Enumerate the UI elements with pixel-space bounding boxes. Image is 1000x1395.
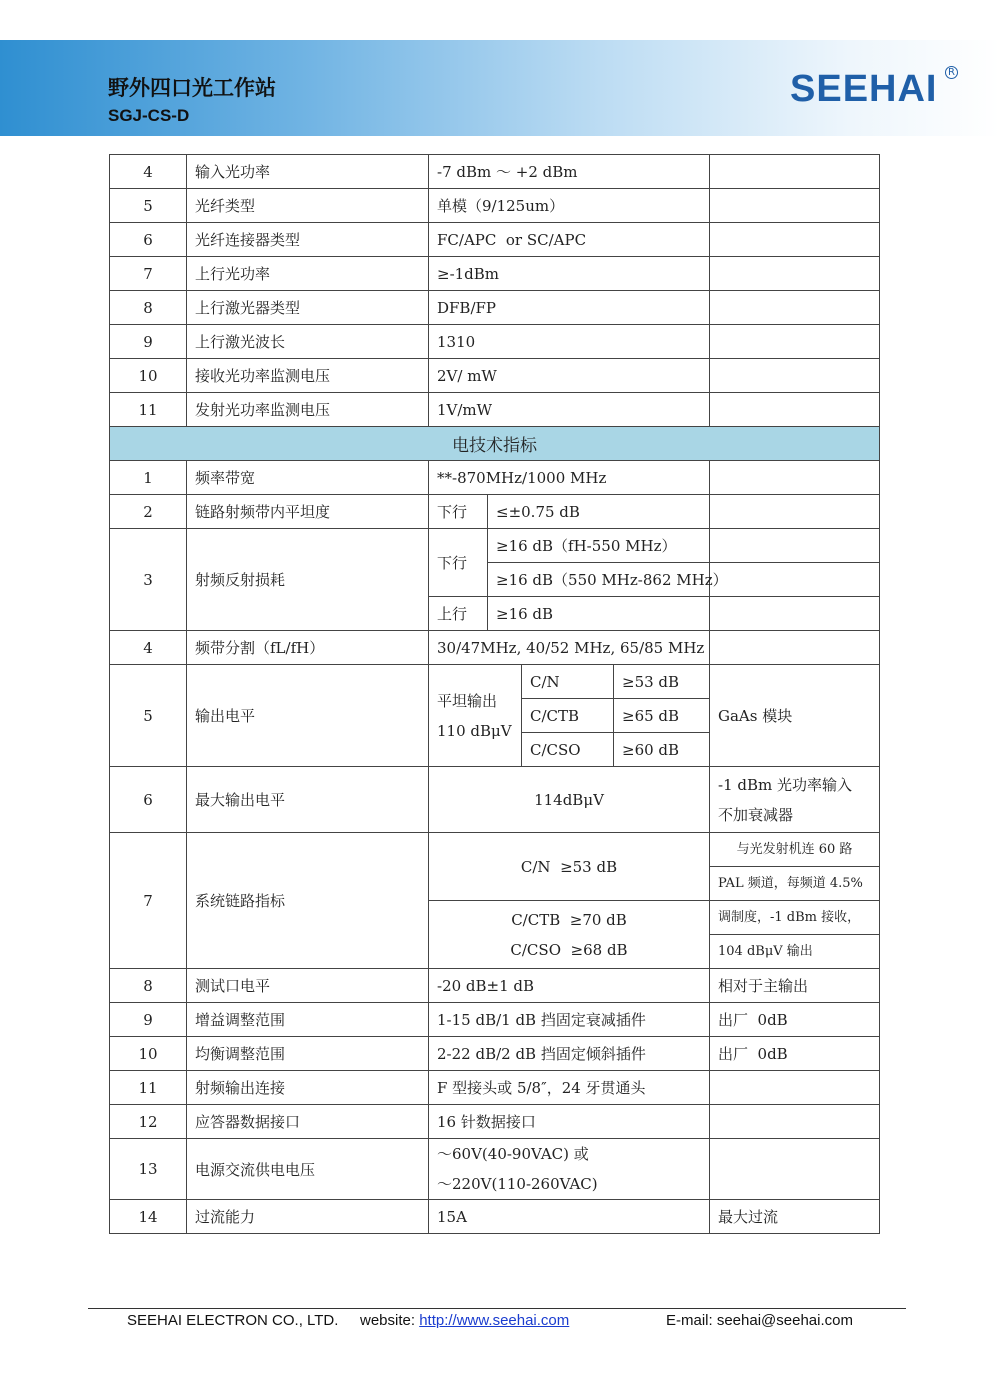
model-number: SGJ-CS-D	[108, 106, 190, 125]
item-name: 光纤类型	[187, 189, 429, 223]
table-row	[110, 257, 880, 291]
row-number: 4	[110, 631, 187, 665]
item-note: 104 dBμV 输出	[710, 935, 880, 969]
row-number: 14	[110, 1200, 187, 1234]
item-note	[710, 291, 880, 325]
item-value: -20 dB±1 dB	[429, 969, 710, 1003]
output-condition-label: 平坦输出	[437, 691, 498, 710]
item-value: DFB/FP	[429, 291, 710, 325]
row-number: 9	[110, 325, 187, 359]
row-number: 12	[110, 1105, 187, 1139]
item-name: 应答器数据接口	[187, 1105, 429, 1139]
item-value: 2-22 dB/2 dB 挡固定倾斜插件	[429, 1037, 710, 1071]
table-row	[110, 1105, 880, 1139]
row-number: 3	[110, 529, 187, 631]
item-note: 相对于主输出	[710, 969, 880, 1003]
item-value: 30/47MHz, 40/52 MHz, 65/85 MHz	[429, 631, 710, 665]
item-note	[710, 529, 880, 563]
item-note	[710, 1105, 880, 1139]
footer-company: SEEHAI ELECTRON CO., LTD.	[127, 1312, 339, 1329]
item-note: PAL 频道，每频道 4.5%	[710, 867, 880, 901]
item-name: 射频反射损耗	[187, 529, 429, 631]
item-value: FC/APC or SC/APC	[429, 223, 710, 257]
item-note	[710, 1071, 880, 1105]
item-note	[710, 155, 880, 189]
item-name: 光纤连接器类型	[187, 223, 429, 257]
table-row	[110, 529, 880, 563]
param-value: ≥53 dB	[614, 665, 710, 699]
item-name: 接收光功率监测电压	[187, 359, 429, 393]
row-number: 7	[110, 257, 187, 291]
item-name: 测试口电平	[187, 969, 429, 1003]
item-note	[710, 597, 880, 631]
table-row	[110, 393, 880, 427]
item-note	[710, 325, 880, 359]
item-name: 电源交流供电电压	[187, 1139, 429, 1200]
row-number: 10	[110, 1037, 187, 1071]
item-note: 最大过流	[710, 1200, 880, 1234]
table-row	[110, 495, 880, 529]
table-row	[110, 833, 880, 867]
item-value: 114dBμV	[429, 767, 710, 833]
item-note	[710, 189, 880, 223]
item-name: 频率带宽	[187, 461, 429, 495]
row-number: 2	[110, 495, 187, 529]
item-note	[710, 631, 880, 665]
link-param-line: C/CTB ≥70 dB	[511, 910, 627, 929]
item-value: ≥16 dB（550 MHz-862 MHz）	[488, 563, 710, 597]
row-number: 10	[110, 359, 187, 393]
footer-website	[360, 1312, 569, 1329]
section-title: 电技术指标	[110, 427, 880, 461]
table-row	[110, 291, 880, 325]
table-row	[110, 665, 880, 699]
param-name: C/N	[522, 665, 614, 699]
voltage-line: ～220V(110-260VAC)	[437, 1175, 598, 1193]
item-value	[429, 1139, 710, 1200]
link-param-line: C/CSO ≥68 dB	[510, 940, 628, 959]
row-number: 11	[110, 1071, 187, 1105]
item-value: 单模（9/125um）	[429, 189, 710, 223]
row-number: 7	[110, 833, 187, 969]
table-row	[110, 631, 880, 665]
item-name: 增益调整范围	[187, 1003, 429, 1037]
footer-divider	[88, 1308, 906, 1309]
table-row	[110, 1139, 880, 1200]
table-row	[110, 155, 880, 189]
table-row	[110, 1071, 880, 1105]
item-note	[710, 495, 880, 529]
row-number: 4	[110, 155, 187, 189]
item-value: 15A	[429, 1200, 710, 1234]
table-row	[110, 767, 880, 833]
item-note: GaAs 模块	[710, 665, 880, 767]
item-name: 射频输出连接	[187, 1071, 429, 1105]
item-name: 过流能力	[187, 1200, 429, 1234]
table-row	[110, 189, 880, 223]
seehai-logo	[790, 68, 960, 118]
note-line: -1 dBm 光功率输入	[718, 775, 852, 794]
item-name: 链路射频带内平坦度	[187, 495, 429, 529]
row-number: 6	[110, 767, 187, 833]
item-name: 均衡调整范围	[187, 1037, 429, 1071]
item-note: 出厂 0dB	[710, 1003, 880, 1037]
row-number: 8	[110, 969, 187, 1003]
row-number: 6	[110, 223, 187, 257]
table-row	[110, 325, 880, 359]
page-title: 野外四口光工作站	[108, 76, 276, 100]
table-row	[110, 223, 880, 257]
row-number: 5	[110, 189, 187, 223]
output-condition-level: 110 dBμV	[437, 721, 512, 740]
item-note	[710, 393, 880, 427]
item-value: 16 针数据接口	[429, 1105, 710, 1139]
item-name: 输入光功率	[187, 155, 429, 189]
link-param: C/N ≥53 dB	[429, 833, 710, 901]
item-name: 上行激光器类型	[187, 291, 429, 325]
row-number: 11	[110, 393, 187, 427]
item-value: 2V/ mW	[429, 359, 710, 393]
row-number: 13	[110, 1139, 187, 1200]
item-value: 1-15 dB/1 dB 挡固定衰减插件	[429, 1003, 710, 1037]
item-note: 与光发射机连 60 路	[710, 833, 880, 867]
item-note: 调制度，-1 dBm 接收，	[710, 901, 880, 935]
item-name: 最大输出电平	[187, 767, 429, 833]
param-value: ≥65 dB	[614, 699, 710, 733]
item-name: 上行光功率	[187, 257, 429, 291]
row-number: 5	[110, 665, 187, 767]
item-note	[710, 223, 880, 257]
item-note	[710, 563, 880, 597]
row-number: 9	[110, 1003, 187, 1037]
item-value: ≥16 dB	[488, 597, 710, 631]
item-value: F 型接头或 5/8″，24 牙贯通头	[429, 1071, 710, 1105]
note-line: 不加衰减器	[718, 805, 794, 824]
item-name: 发射光功率监测电压	[187, 393, 429, 427]
item-value: **-870MHz/1000 MHz	[429, 461, 710, 495]
direction-label: 下行	[429, 529, 488, 597]
section-header-row	[110, 427, 880, 461]
link-param	[429, 901, 710, 969]
table-row	[110, 1200, 880, 1234]
item-value: ≥-1dBm	[429, 257, 710, 291]
param-value: ≥60 dB	[614, 733, 710, 767]
footer-email: E-mail: seehai@seehai.com	[666, 1312, 853, 1329]
table-row	[110, 359, 880, 393]
table-row	[110, 969, 880, 1003]
output-condition	[429, 665, 522, 767]
item-value: 1V/mW	[429, 393, 710, 427]
item-name: 系统链路指标	[187, 833, 429, 969]
website-label: website:	[360, 1312, 420, 1329]
item-note	[710, 767, 880, 833]
row-number: 8	[110, 291, 187, 325]
row-number: 1	[110, 461, 187, 495]
item-note	[710, 257, 880, 291]
website-link[interactable]: http://www.seehai.com	[419, 1312, 570, 1329]
table-row	[110, 1003, 880, 1037]
param-name: C/CSO	[522, 733, 614, 767]
item-value: 1310	[429, 325, 710, 359]
registered-mark-icon: R	[945, 66, 958, 79]
voltage-line: ～60V(40-90VAC) 或	[437, 1145, 589, 1163]
item-value: -7 dBm ～ +2 dBm	[429, 155, 710, 189]
item-name: 频带分割（fL/fH）	[187, 631, 429, 665]
item-note: 出厂 0dB	[710, 1037, 880, 1071]
table-row	[110, 1037, 880, 1071]
direction-label: 上行	[429, 597, 488, 631]
item-note	[710, 461, 880, 495]
item-name: 输出电平	[187, 665, 429, 767]
logo-text: SEEHAI	[790, 68, 938, 110]
item-note	[710, 1139, 880, 1200]
item-note	[710, 359, 880, 393]
table-row	[110, 461, 880, 495]
item-value: ≥16 dB（fH-550 MHz）	[488, 529, 710, 563]
param-name: C/CTB	[522, 699, 614, 733]
item-name: 上行激光波长	[187, 325, 429, 359]
direction-label: 下行	[429, 495, 488, 529]
item-value: ≤±0.75 dB	[488, 495, 710, 529]
spec-table	[109, 154, 880, 1234]
